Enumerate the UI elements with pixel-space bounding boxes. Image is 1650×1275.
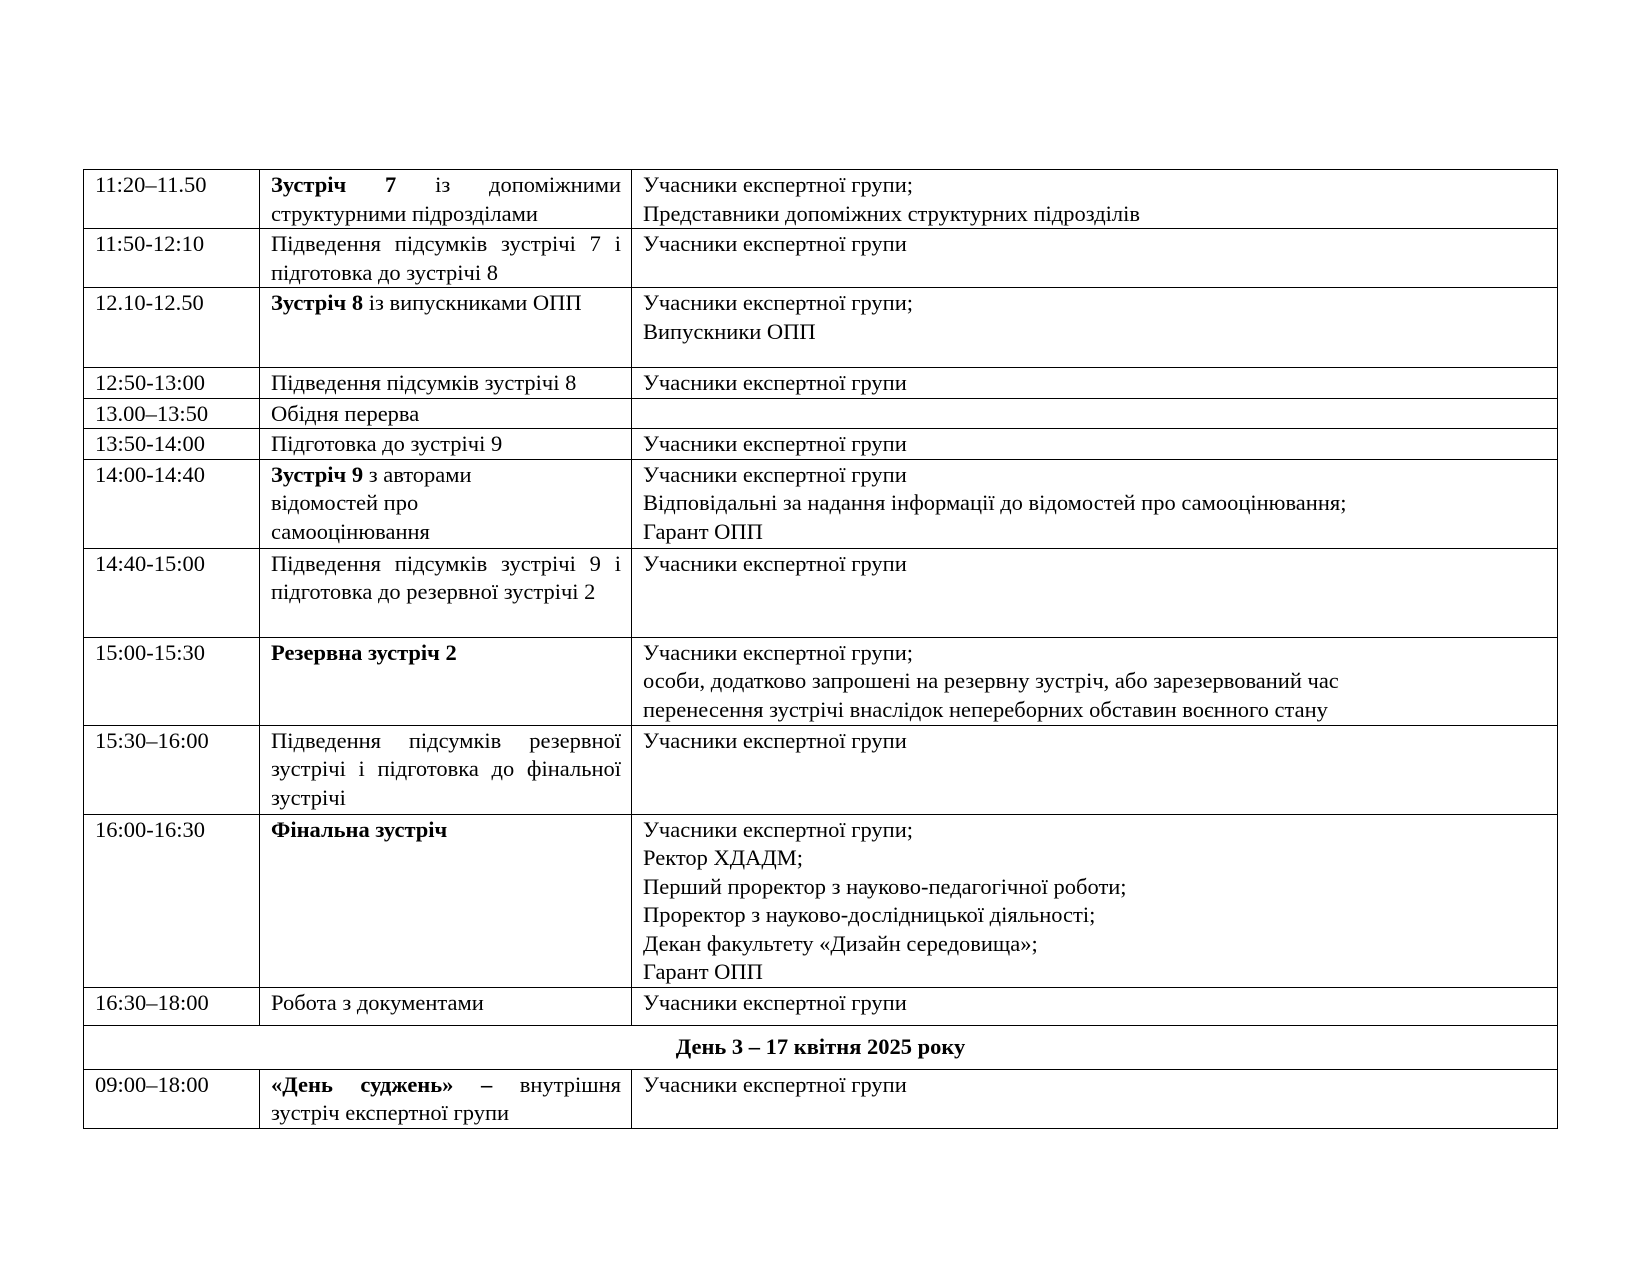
- activity-cell: [260, 637, 632, 725]
- participant-line: Учасники експертної групи: [643, 1071, 907, 1097]
- participant-line: Учасники експертної групи: [643, 461, 907, 487]
- time-cell: 11:50-12:10: [84, 229, 260, 288]
- participant-line: Перший проректор з науково-педагогічної роботи;: [643, 873, 1127, 899]
- time-cell: 13:50-14:00: [84, 429, 260, 460]
- day-heading: День 3 – 17 квітня 2025 року: [84, 1025, 1558, 1069]
- activity-cell: [260, 288, 632, 368]
- activity-text: з авторами відомостей про самооцінювання: [271, 461, 472, 544]
- participants-cell: [632, 170, 1558, 229]
- participants-cell: [632, 1069, 1558, 1128]
- participant-line: Учасники експертної групи: [643, 550, 907, 576]
- activity-cell: [260, 229, 632, 288]
- participants-cell: [632, 398, 1558, 429]
- participant-line: Учасники експертної групи: [643, 231, 907, 256]
- activity-cell: [260, 725, 632, 814]
- participant-line: Декан факультету «Дизайн середовища»;: [643, 930, 1038, 956]
- activity-text: Підведення підсумків резервної зустрічі і підготовка до фінальної зустрічі: [271, 727, 621, 810]
- participants-cell: [632, 459, 1558, 548]
- time-cell: 15:30–16:00: [84, 725, 260, 814]
- participants-cell: [632, 987, 1558, 1025]
- participants-cell: [632, 368, 1558, 399]
- participant-line: Учасники експертної групи;: [643, 290, 913, 315]
- activity-text: із випускниками ОПП: [363, 290, 582, 315]
- activity-cell: [260, 548, 632, 637]
- time-cell: 14:00-14:40: [84, 459, 260, 548]
- participant-line: Проректор з науково-дослідницької діяльності;: [643, 902, 1096, 927]
- activity-cell: [260, 987, 632, 1025]
- activity-cell: [260, 398, 632, 429]
- table-row: [84, 814, 1558, 987]
- time-cell: 15:00-15:30: [84, 637, 260, 725]
- table-row: [84, 288, 1558, 368]
- table-row: [84, 725, 1558, 814]
- activity-bold: Фінальна зустріч: [271, 816, 448, 842]
- activity-cell: [260, 814, 632, 987]
- activity-cell: [260, 170, 632, 229]
- activity-text: Робота з документами: [271, 989, 484, 1015]
- activity-text: Підведення підсумків зустрічі 9 і підготовка до резервної зустрічі 2: [271, 550, 621, 604]
- participant-line: Учасники експертної групи: [643, 431, 907, 456]
- participants-cell: [632, 725, 1558, 814]
- participants-cell: [632, 814, 1558, 987]
- table-row: [84, 987, 1558, 1025]
- participant-line: Учасники експертної групи;: [643, 816, 913, 842]
- activity-text: із допоміжними структурними підрозділами: [271, 172, 621, 226]
- table-row: [84, 637, 1558, 725]
- activity-text: внутрішня зустріч експертної групи: [271, 1071, 621, 1125]
- participants-cell: [632, 548, 1558, 637]
- activity-text: Підготовка до зустрічі 9: [271, 431, 503, 456]
- participant-line: Відповідальні за надання інформації до відомостей про самооцінювання;: [643, 490, 1347, 515]
- activity-bold: «День суджень» –: [271, 1071, 493, 1097]
- table-row: [84, 459, 1558, 548]
- activity-cell: [260, 429, 632, 460]
- time-cell: 12.10-12.50: [84, 288, 260, 368]
- participant-line: Учасники експертної групи: [643, 370, 907, 395]
- table-row: [84, 170, 1558, 229]
- activity-text: Підведення підсумків зустрічі 7 і підготовка до зустрічі 8: [271, 231, 621, 285]
- activity-cell: [260, 459, 632, 548]
- schedule-table: [83, 169, 1558, 1129]
- participant-line: Учасники експертної групи;: [643, 172, 913, 197]
- participant-line: Випускники ОПП: [643, 318, 816, 344]
- participant-line: Представники допоміжних структурних підрозділів: [643, 200, 1141, 226]
- participant-line: Ректор ХДАДМ;: [643, 845, 803, 870]
- activity-text: Обідня перерва: [271, 400, 420, 426]
- table-row: [84, 368, 1558, 399]
- activity-bold: Резервна зустріч 2: [271, 639, 457, 665]
- participants-cell: [632, 288, 1558, 368]
- table-row: [84, 398, 1558, 429]
- time-cell: 16:00-16:30: [84, 814, 260, 987]
- participants-cell: [632, 637, 1558, 725]
- time-cell: 09:00–18:00: [84, 1069, 260, 1128]
- participant-line: Гарант ОПП: [643, 959, 763, 984]
- activity-bold: Зустріч 7: [271, 172, 397, 197]
- time-cell: 16:30–18:00: [84, 987, 260, 1025]
- time-cell: 13.00–13:50: [84, 398, 260, 429]
- time-cell: 14:40-15:00: [84, 548, 260, 637]
- participant-line: Гарант ОПП: [643, 518, 763, 544]
- time-cell: 11:20–11.50: [84, 170, 260, 229]
- table-row: [84, 429, 1558, 460]
- participant-line: особи, додатково запрошені на резервну зустріч, або зарезервований час: [643, 668, 1339, 693]
- table-row: [84, 1069, 1558, 1128]
- participant-line: Учасники експертної групи: [643, 989, 907, 1015]
- activity-text: Підведення підсумків зустрічі 8: [271, 370, 577, 395]
- time-cell: 12:50-13:00: [84, 368, 260, 399]
- table-row: [84, 548, 1558, 637]
- activity-cell: [260, 368, 632, 399]
- activity-bold: Зустріч 8: [271, 290, 364, 315]
- table-row: [84, 229, 1558, 288]
- participants-cell: [632, 229, 1558, 288]
- activity-cell: [260, 1069, 632, 1128]
- day-heading-row: [84, 1025, 1558, 1069]
- participants-cell: [632, 429, 1558, 460]
- activity-bold: Зустріч 9: [271, 461, 364, 487]
- participant-line: Учасники експертної групи;: [643, 639, 913, 665]
- participant-line: Учасники експертної групи: [643, 727, 907, 753]
- participant-line: перенесення зустрічі внаслідок непереборних обставин воєнного стану: [643, 696, 1328, 722]
